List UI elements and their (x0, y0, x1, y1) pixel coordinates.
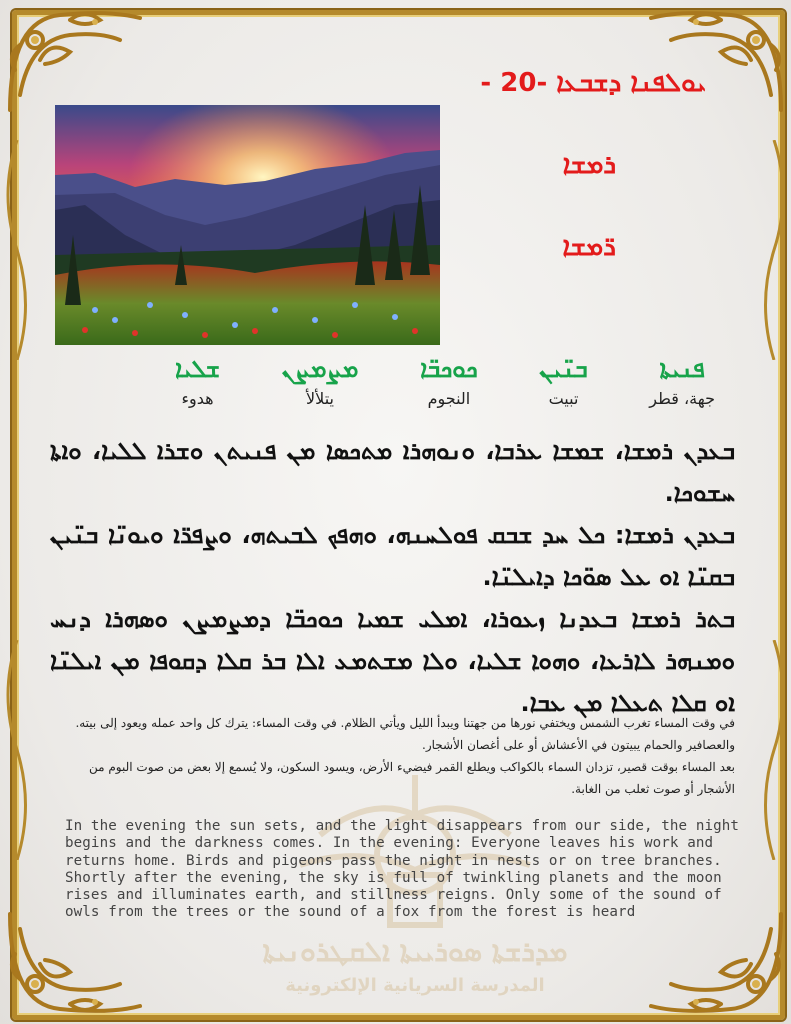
vocab-arabic: هدوء (181, 389, 214, 408)
side-ornament-icon (761, 140, 787, 360)
english-passage (65, 818, 745, 922)
vocab-item (649, 355, 715, 408)
vocabulary-list (175, 355, 715, 408)
side-ornament-icon (4, 640, 30, 860)
side-ornament-icon (4, 140, 30, 360)
arabic-paragraph: في وقت المساء تغرب الشمس ويختفي نورها من جهتنا ويبدأ الليل ويأتي الظلام. في وقت المساء: يترك كل واحد عمله ويعود إلى بيته. والعصافير والحمام يبيتون في الأعشاش أو على أغصان الأشجار. (75, 716, 735, 752)
syriac-paragraph: ܒܬܪ ܪܡܫܐ ܒܥܕܢܐ ܙܥܘܪܐ، ܐܡܠܝ ܫܡܝܐ ܟܘܟܒ̈ܐ ܕܡܨܡܨܢ ܘܣܗܪܐ ܕܢܚ ܘܡܢܗܪ ܠܐܪܥܐ، ܘܗܘܐ ܫܠܝܐ، ܘܠܐ ܡܫܬܡܥ ܐܠܐ ܒܪ ܩܠܐ ܕܩܘܦܐ ܡܢ ܐܝܠܢ̈ܐ ܐܘ ܩܠܐ ܬܥܠܐ ܡܢ ܥܒܐ. (50, 605, 735, 717)
side-ornament-icon (761, 640, 787, 860)
sunset-landscape-image (55, 105, 440, 345)
vocab-arabic: تبيت (548, 389, 579, 408)
vocab-syriac: ܒܢ̈ܝܢ (539, 355, 588, 383)
watermark-syriac: ܡܕܪܫܬܐ ܣܘܪܝܝܬܐ ܐܠܩܛܪܘܢܝܬܐ (262, 935, 568, 968)
vocab-syriac: ܫܠܝܐ (175, 355, 220, 383)
heading-word-evenings: ܪ̈ܡܫܐ (562, 232, 616, 262)
vocab-syriac: ܡܨܡܨܢ (281, 355, 359, 383)
corner-ornament-icon (0, 0, 150, 120)
lesson-title: ܝܘܠܦܢܐ ܕܫܒܥܐ -20 - (480, 68, 706, 98)
syriac-paragraph: ܒܥܕܢ ܪܡܫܐ: ܟܠ ܚܕ ܫܒܩ ܦܘܠܚܢܗ، ܘܗܦܟ ܠܒܝܬܗ، ܘܨܦܪ̈ܐ ܘܝܘܢ̈ܐ ܒܢ̈ܝܢ ܒܩܢ̈ܐ ܐܘ ܥܠ ܣܘ̈ܟܐ ܕܐܝܠܢ̈ܐ. (50, 521, 735, 591)
vocab-item (420, 355, 478, 408)
vocab-syriac: ܦܢܝܬܐ (659, 355, 705, 383)
vocab-arabic: يتلألأ (306, 389, 334, 408)
english-paragraph: Shortly after the evening, the sky is full of twinkling planets and the moon rises and illuminates earth, and stillness reigns. Only some of the sound of owls from the trees or the sound of a fox from the forest is heard (65, 869, 722, 921)
watermark-arabic: المدرسة السريانية الإلكترونية (285, 975, 545, 996)
vocab-item (175, 355, 220, 408)
vocab-arabic: النجوم (427, 389, 471, 408)
heading-word-evening: ܪܡܫܐ (562, 150, 616, 180)
corner-ornament-icon (0, 904, 150, 1024)
arabic-paragraph: بعد المساء بوقت قصير، تزدان السماء بالكواكب ويطلع القمر فيضيء الأرض، ويسود السكون، ولا يُسمع إلا بعض من صوت البوم من الأشجار أو صوت ثعلب من الغابة. (88, 760, 735, 796)
vocab-item (539, 355, 587, 408)
syriac-passage (50, 430, 735, 724)
vocab-syriac: ܟܘܟܒ̈ܐ (420, 355, 478, 383)
vocab-item (282, 355, 359, 408)
vocab-arabic: جهة، قطر (649, 389, 715, 408)
corner-ornament-icon (641, 904, 791, 1024)
syriac-paragraph: ܒܥܕܢ ܪܡܫܐ، ܫܡܫܐ ܥܪܒܐ، ܘܢܘܗܪܐ ܡܬܟܣܐ ܡܢ ܦܢܝܬܢ ܘܫܪܐ ܠܠܝܐ، ܘܐܬܐ ܚܫܘܟܐ. (50, 437, 735, 507)
arabic-passage (55, 712, 735, 800)
english-paragraph: In the evening the sun sets, and the light disappears from our side, the night begins and the darkness comes. In the evening: Everyone leaves his work and returns home. Birds and pigeons pass the night in nests or on tree branches. (65, 818, 740, 869)
corner-ornament-icon (641, 0, 791, 120)
